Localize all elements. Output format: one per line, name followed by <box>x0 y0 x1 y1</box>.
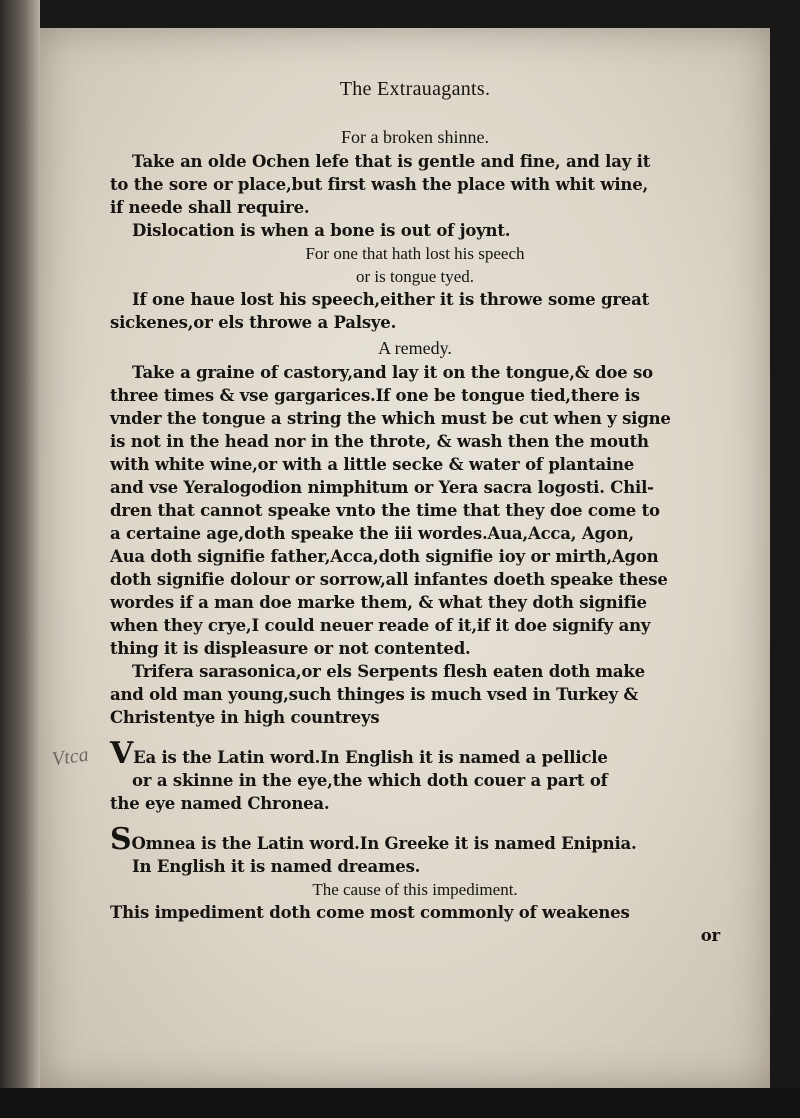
text-line: the eye named Chronea. <box>110 794 330 813</box>
text-line: wordes if a man doe marke them, & what they doth signifie <box>110 593 647 612</box>
text-line-continued: Ea is the Latin word.In English it is named a pellicle <box>133 748 608 767</box>
text-line <box>110 736 720 771</box>
page-text <box>110 78 720 947</box>
text-line: a certaine age,doth speake the iii wordes.Aua,Acca, Agon, <box>110 524 634 543</box>
book-gutter <box>0 0 40 1118</box>
text-line: three times & vse gargarices.If one be tongue tied,there is <box>110 386 640 405</box>
margin-annotation: Vtca <box>50 743 90 771</box>
text-line: or a skinne in the eye,the which doth couer a part of <box>132 771 608 790</box>
text-line: Aua doth signifie father,Acca,doth signifie ioy or mirth,Agon <box>110 547 659 566</box>
text-line: dren that cannot speake vnto the time that they doe come to <box>110 501 660 520</box>
text-line: when they crye,I could neuer reade of it,if it doe signify any <box>110 616 651 635</box>
text-line: with white wine,or with a little secke & water of plantaine <box>110 455 635 474</box>
text-line-continued: Omnea is the Latin word.In Greeke it is named Enipnia. <box>131 834 637 853</box>
section-heading-broken-shin: For a broken shinne. <box>341 127 489 147</box>
section-heading-cause: The cause of this impediment. <box>312 880 518 899</box>
text-line: If one haue lost his speech,either it is throwe some great <box>132 290 650 309</box>
text-line: and old man young,such thinges is much vsed in Turkey & <box>110 685 639 704</box>
text-line: Dislocation is when a bone is out of joynt. <box>132 221 511 240</box>
section-heading-remedy: A remedy. <box>378 338 452 358</box>
text-line: This impediment doth come most commonly of weakenes <box>110 903 630 922</box>
text-line: doth signifie dolour or sorrow,all infantes doeth speake these <box>110 570 668 589</box>
text-line: to the sore or place,but first wash the place with whit wine, <box>110 175 649 194</box>
section-heading-lost-speech: For one that hath lost his speech <box>305 244 525 263</box>
text-line: is not in the head nor in the throte, & wash then the mouth <box>110 432 649 451</box>
text-line: vnder the tongue a string the which must be cut when y signe <box>110 409 671 428</box>
page-bottom-shadow <box>0 1088 800 1118</box>
text-line: Take a graine of castory,and lay it on the tongue,& doe so <box>132 363 653 382</box>
text-line: Take an olde Ochen lefe that is gentle and fine, and lay it <box>132 152 651 171</box>
text-line: and vse Yeralogodion nimphitum or Yera sacra logosti. Chil- <box>110 478 654 497</box>
text-line: thing it is displeasure or not contented. <box>110 639 471 658</box>
text-line <box>110 822 720 857</box>
drop-cap-s: S <box>110 822 132 857</box>
text-line: In English it is named dreames. <box>132 857 421 876</box>
section-heading-tongue-tyed: or is tongue tyed. <box>355 267 475 286</box>
text-line: sickenes,or els throwe a Palsye. <box>110 313 397 332</box>
text-line: if neede shall require. <box>110 198 310 217</box>
catchword: or <box>700 926 720 945</box>
drop-cap-v: V <box>110 736 134 771</box>
text-line: Christentye in high countreys <box>110 708 380 727</box>
running-head: The Extrauagants. <box>339 78 491 100</box>
text-line: Trifera sarasonica,or els Serpents flesh eaten doth make <box>132 662 645 681</box>
